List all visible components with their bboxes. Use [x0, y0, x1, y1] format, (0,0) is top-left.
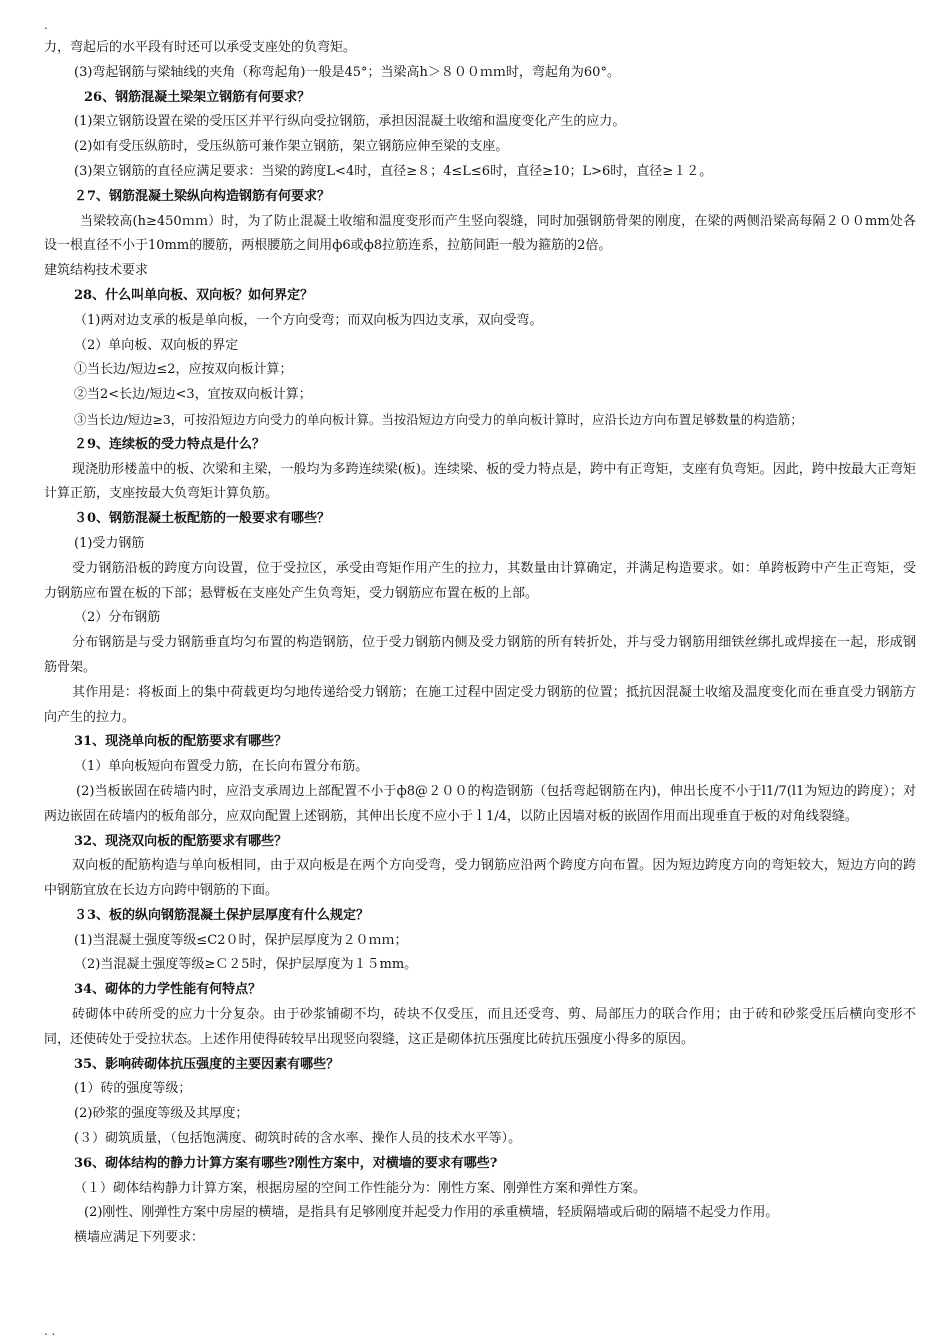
text-line: （2)当混凝土强度等级≥Ｃ２5时，保护层厚度为１５mm。 [74, 957, 418, 973]
section-heading: 28、什么叫单向板、双向板？如何界定？ [74, 287, 314, 303]
section-heading: 32、现浇双向板的配筋要求有哪些？ [74, 833, 288, 849]
text-line: (3)弯起钢筋与梁轴线的夹角（称弯起角)一般是45°；当梁高h＞８００ｍｍ时，弯起角为60°。 [74, 64, 620, 80]
text-line: (2)如有受压纵筋时，受压纵筋可兼作架立钢筋，架立钢筋应伸至梁的支座。 [74, 139, 509, 155]
text-line: ①当长边/短边≤2，应按双向板计算； [74, 362, 293, 378]
text-line: 建筑结构技术要求 [44, 263, 149, 279]
text-line: (３）砌筑质量，（包括饱满度、砌筑时砖的含水率、操作人员的技术水平等）。 [74, 1131, 522, 1147]
section-heading: ３0、钢筋混凝土板配筋的一般要求有哪些？ [74, 511, 331, 527]
text-line: ②当2<长边/短边<3，宜按双向板计算； [74, 387, 312, 403]
text-line: (3)架立钢筋的直径应满足要求：当梁的跨度L<4时，直径≥８；4≤L≤6时，直径≥10；L>6时，直径≥１２。 [74, 163, 713, 179]
section-heading: 34、砌体的力学性能有何特点？ [74, 982, 262, 998]
section-heading: ３3、板的纵向钢筋混凝土保护层厚度有什么规定？ [74, 907, 370, 923]
text-line: (1）砖的强度等级； [74, 1081, 192, 1097]
text-line: (1)受力钢筋 [74, 535, 145, 551]
section-heading: 36、砌体结构的静力计算方案有哪些?刚性方案中，对横墙的要求有哪些? [74, 1155, 498, 1171]
text-line: （2）分布钢筋 [74, 610, 161, 626]
paragraph: 砖砌体中砖所受的应力十分复杂。由于砂浆铺砌不均，砖块不仅受压，而且还受弯、剪、局部压力的联合作用；由于砖和砂浆受压后横向变形不同，还使砖处于受拉状态。上述作用使得砖较早出现竖向裂缝，这正是砌体抗压强度比砖抗压强度小得多的原因。 [44, 1007, 916, 1047]
section-heading: 31、现浇单向板的配筋要求有哪些？ [74, 734, 288, 750]
text-line: (1)当混凝土强度等级≤C2０时，保护层厚度为２０ｍｍ； [74, 932, 408, 948]
text-line: ③当长边/短边≥3，可按沿短边方向受力的单向板计算。当按沿短边方向受力的单向板计算时，应沿长边方向布置足够数量的构造筋； [74, 411, 803, 427]
text-line: （１）砌体结构静力计算方案，根据房屋的空间工作性能分为：刚性方案、刚弹性方案和弹性方案。 [74, 1180, 647, 1196]
document-body [44, 36, 916, 1251]
paragraph: 双向板的配筋构造与单向板相同，由于双向板是在两个方向受弯，受力钢筋应沿两个跨度方向布置。因为短边跨度方向的弯矩较大，短边方向的跨中钢筋宜放在长边方向跨中钢筋的下面。 [44, 858, 916, 899]
section-heading: 26、钢筋混凝土梁架立钢筋有何要求？ [84, 89, 311, 105]
paragraph: 现浇肋形楼盖中的板、次梁和主梁，一般均为多跨连续梁(板)。连续梁、板的受力特点是，跨中有正弯矩，支座有负弯矩。因此，跨中按最大正弯矩计算正筋，支座按最大负弯矩计算负筋。 [44, 461, 916, 502]
page-mark-top: . [44, 18, 48, 32]
paragraph: 分布钢筋是与受力钢筋垂直均匀布置的构造钢筋，位于受力钢筋内侧及受力钢筋的所有转折处，并与受力钢筋用细铁丝绑扎或焊接在一起，形成钢筋骨架。 [44, 635, 916, 675]
text-line: 横墙应满足下列要求： [74, 1230, 205, 1246]
text-line: 力，弯起后的水平段有时还可以承受支座处的负弯矩。 [44, 40, 357, 55]
text-line: (2)砂浆的强度等级及其厚度； [74, 1106, 249, 1122]
section-heading: ２7、钢筋混凝土梁纵向构造钢筋有何要求？ [74, 188, 331, 204]
paragraph: 当梁较高(h≥450ｍｍ）时，为了防止混凝土收缩和温度变形而产生竖向裂缝，同时加强钢筋骨架的刚度，在梁的两侧沿梁高每隔２００mm处各设一根直径不小于10mm的腰筋，两根腰筋之间用ф6或ф8拉筋连系，拉筋间距一般为箍筋的2倍。 [44, 213, 916, 254]
section-heading: 35、影响砖砌体抗压强度的主要因素有哪些？ [74, 1056, 340, 1072]
paragraph: 受力钢筋沿板的跨度方向设置，位于受拉区，承受由弯矩作用产生的拉力，其数量由计算确定，并满足构造要求。如：单跨板跨中产生正弯矩，受力钢筋应布置在板的下部；悬臂板在支座处产生负弯矩，受力钢筋应布置在板的上部。 [44, 560, 916, 601]
text-line: (2)刚性、刚弹性方案中房屋的横墙，是指具有足够刚度并起受力作用的承重横墙，轻质隔墙或后砌的隔墙不起受力作用。 [84, 1205, 779, 1221]
paragraph: (2)当板嵌固在砖墙内时，应沿支承周边上部配置不小于ф8@２００的构造钢筋（包括弯起钢筋在内)，伸出长度不小于l1/7(l1为短边的跨度）；对两边嵌固在砖墙内的板角部分，应双向配置上述钢筋，其伸出长度不应小于ｌ1/4，以防止因墙对板的嵌固作用而出现垂直于板的对角线裂缝。 [44, 783, 916, 824]
text-line: （2）单向板、双向板的界定 [74, 337, 239, 353]
text-line: （1）单向板短向布置受力筋，在长向布置分布筋。 [74, 759, 369, 775]
text-line: (1)架立钢筋设置在梁的受压区并平行纵向受拉钢筋，承担因混凝土收缩和温度变化产生的应力。 [74, 114, 626, 130]
section-heading: ２9、连续板的受力特点是什么？ [74, 436, 266, 452]
text-line: （1)两对边支承的板是单向板，一个方向受弯；而双向板为四边支承，双向受弯。 [74, 312, 543, 328]
paragraph: 其作用是：将板面上的集中荷载更均匀地传递给受力钢筋；在施工过程中固定受力钢筋的位置；抵抗因混凝土收缩及温度变化而在垂直受力钢筋方向产生的拉力。 [44, 684, 916, 725]
page-mark-bottom: . . [44, 1324, 56, 1338]
